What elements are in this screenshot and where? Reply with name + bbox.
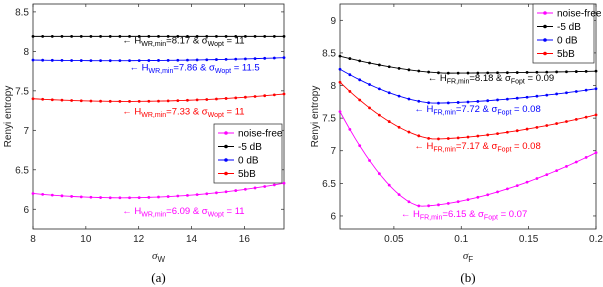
series-point	[41, 193, 44, 196]
series-point	[157, 100, 160, 103]
y-tick-label: 7	[23, 125, 29, 137]
series-point	[41, 59, 44, 62]
series-point	[138, 59, 141, 62]
series-point	[32, 59, 35, 62]
annotation-tail: = 0.09	[524, 73, 555, 85]
series-point	[109, 35, 112, 38]
series-point	[585, 70, 588, 73]
series-point	[516, 71, 519, 74]
series-point	[157, 35, 160, 38]
series-point	[427, 204, 430, 207]
series-point	[368, 83, 371, 86]
series-point	[80, 99, 83, 102]
series-point	[417, 134, 420, 137]
annotation-subscript: FR,min	[446, 78, 470, 86]
series-point	[476, 135, 479, 138]
series-point	[457, 136, 460, 139]
series-point	[61, 59, 64, 62]
series-point	[565, 70, 568, 73]
annotation-value: =7.86 & σ	[173, 62, 215, 74]
series-point	[486, 99, 489, 102]
annotation-subscript: WR,min	[141, 40, 167, 48]
min-annotation	[401, 209, 527, 222]
series-point	[215, 191, 218, 194]
y-axis-label: Renyi entropy	[310, 85, 321, 148]
series-point	[118, 35, 121, 38]
annotation-subscript: FR,min	[433, 109, 456, 117]
series-point	[476, 196, 479, 199]
series-point	[536, 126, 539, 129]
series-point	[447, 101, 450, 104]
series-point	[128, 196, 131, 199]
series-point	[467, 198, 470, 201]
series-point	[234, 58, 237, 61]
series-point	[585, 156, 588, 159]
series-point	[575, 118, 578, 121]
series-point	[516, 97, 519, 100]
series-point	[417, 205, 420, 208]
y-tick-label: 8	[330, 81, 336, 93]
annotation-tail: = 0.08	[511, 104, 541, 116]
series-point	[244, 188, 247, 191]
legend-marker	[543, 52, 547, 56]
min-annotation	[122, 35, 244, 48]
series-point	[147, 35, 150, 38]
series-point	[109, 59, 112, 62]
series-point	[575, 70, 578, 73]
series-point	[565, 165, 568, 168]
series-point	[417, 100, 420, 103]
series-point	[70, 35, 73, 38]
series-point	[90, 35, 93, 38]
series-point	[157, 59, 160, 62]
series-point	[378, 87, 381, 90]
x-axis-label-symbol: σ	[462, 250, 469, 262]
series-point	[516, 129, 519, 132]
series-point	[109, 100, 112, 103]
series-point	[585, 116, 588, 119]
series-point	[398, 67, 401, 70]
series-point	[457, 200, 460, 203]
series-point	[545, 173, 548, 176]
series-point	[215, 35, 218, 38]
series-point	[215, 98, 218, 101]
legend-label: 0 dB	[557, 35, 578, 47]
y-tick-label: 6.5	[322, 178, 336, 190]
legend-label: -5 dB	[238, 142, 262, 153]
y-tick-label: 7.5	[15, 86, 29, 98]
series-point	[254, 187, 257, 190]
panel-label: (a)	[151, 270, 166, 285]
x-tick-label: 0.2	[589, 234, 603, 245]
series-point	[526, 181, 529, 184]
series-point	[595, 70, 598, 73]
annotation-value: =7.33 & σ	[166, 106, 208, 118]
x-axis-label-subscript: W	[157, 255, 165, 264]
x-tick-label: 14	[185, 234, 198, 245]
y-tick-label: 6	[330, 211, 336, 223]
annotation-value: =7.17 & σ	[455, 141, 498, 152]
series-point	[273, 57, 276, 60]
y-tick-label: 8.5	[15, 7, 29, 19]
series-point	[186, 194, 189, 197]
panel-b	[310, 4, 603, 285]
series-point	[32, 35, 35, 38]
series-point	[80, 59, 83, 62]
legend-label: noise-free	[557, 8, 602, 20]
series-point	[147, 196, 150, 199]
series-point	[339, 110, 342, 113]
series-point	[244, 57, 247, 60]
series-point	[378, 64, 381, 67]
series-point	[408, 131, 411, 134]
legend-marker	[543, 25, 547, 29]
annotation-prefix: ← H	[122, 106, 142, 118]
series-point	[506, 98, 509, 101]
series-point	[526, 96, 529, 99]
series-point	[157, 196, 160, 199]
series-point	[176, 99, 179, 102]
series-point	[70, 99, 73, 102]
series-point	[575, 90, 578, 93]
x-axis-label-subscript: F	[468, 255, 474, 264]
annotation-subscript: Fopt	[483, 214, 498, 222]
legend-marker	[224, 145, 228, 149]
series-point	[506, 131, 509, 134]
series-point	[555, 169, 558, 172]
x-tick-label: 0.1	[454, 234, 469, 245]
series-point	[254, 35, 257, 38]
series-point	[263, 57, 266, 60]
annotation-subscript: Fopt	[510, 78, 525, 86]
panel-a	[3, 4, 285, 285]
series-point	[51, 35, 54, 38]
annotation-prefix: ← H	[427, 73, 447, 85]
series-point	[565, 91, 568, 94]
series-point	[51, 194, 54, 197]
annotation-subscript: Fopt	[497, 146, 512, 154]
series-point	[437, 102, 440, 105]
series-point	[254, 95, 257, 98]
series-point	[41, 35, 44, 38]
annotation-prefix: ← H	[122, 206, 142, 218]
series-point	[51, 98, 54, 101]
min-annotation	[122, 106, 244, 119]
series-point	[147, 59, 150, 62]
annotation-prefix: ← H	[414, 141, 434, 152]
annotation-value: =7.72 & σ	[455, 104, 498, 116]
series-point	[585, 89, 588, 92]
y-axis-label: Renyi entropy	[3, 85, 14, 148]
series-point	[339, 55, 342, 58]
legend-marker	[224, 172, 228, 176]
series-point	[167, 99, 170, 102]
series-point	[457, 72, 460, 75]
min-annotation	[129, 63, 259, 76]
series-point	[536, 177, 539, 180]
series-point	[283, 93, 286, 96]
series-point	[545, 124, 548, 127]
series-point	[496, 132, 499, 135]
series-point	[358, 99, 361, 102]
annotation-subscript: Wopt	[207, 111, 224, 119]
series-point	[32, 97, 35, 100]
series-point	[555, 122, 558, 125]
series-point	[147, 100, 150, 103]
annotation-prefix: ← H	[414, 104, 434, 116]
series-point	[545, 94, 548, 97]
series-point	[167, 195, 170, 198]
series-point	[186, 59, 189, 62]
series-point	[283, 56, 286, 59]
series-point	[225, 97, 228, 100]
series-point	[225, 190, 228, 193]
series-point	[595, 113, 598, 116]
min-annotation	[122, 206, 244, 219]
annotation-tail: = 0.08	[511, 141, 541, 152]
annotation-value: =8.18 & σ	[469, 73, 511, 85]
series-point	[32, 192, 35, 195]
series-point	[496, 191, 499, 194]
series-point	[378, 114, 381, 117]
series-point	[273, 183, 276, 186]
series-point	[263, 185, 266, 188]
series-point	[263, 94, 266, 97]
series-point	[388, 91, 391, 94]
series-point	[348, 57, 351, 60]
series-point	[90, 59, 93, 62]
x-axis-label-symbol: σ	[152, 250, 158, 262]
series-point	[283, 182, 286, 185]
series-point	[225, 58, 228, 61]
series-point	[51, 59, 54, 62]
series-point	[80, 195, 83, 198]
series-point	[215, 58, 218, 61]
y-tick-label: 6.5	[15, 165, 29, 177]
y-tick-label: 6	[23, 204, 29, 216]
annotation-subscript: Wopt	[207, 40, 224, 48]
series-point	[99, 196, 102, 199]
annotation-tail: = 11	[223, 106, 245, 118]
series-point	[516, 184, 519, 187]
legend-label: 5bB	[557, 49, 575, 60]
series-point	[358, 144, 361, 147]
series-point	[176, 195, 179, 198]
series-point	[61, 35, 64, 38]
series-point	[358, 59, 361, 62]
annotation-prefix: ← H	[129, 62, 149, 74]
series-point	[273, 35, 276, 38]
series-point	[486, 134, 489, 137]
series-point	[368, 159, 371, 162]
min-annotation	[414, 141, 540, 154]
series-point	[378, 172, 381, 175]
legend-marker	[543, 11, 547, 15]
x-tick-label: 16	[238, 234, 250, 245]
series-point	[118, 59, 121, 62]
series-point	[109, 196, 112, 199]
annotation-prefix: ← H	[400, 209, 420, 221]
legend-label: 5bB	[238, 169, 256, 180]
series-point	[118, 196, 121, 199]
series-point	[61, 99, 64, 102]
min-annotation	[428, 73, 554, 86]
series-point	[70, 195, 73, 198]
series-point	[205, 98, 208, 101]
series-point	[339, 68, 342, 71]
series-point	[427, 137, 430, 140]
annotation-prefix: ← H	[122, 35, 142, 47]
series-point	[80, 35, 83, 38]
series-point	[555, 71, 558, 74]
y-tick-label: 8.5	[322, 48, 336, 60]
series-point	[506, 187, 509, 190]
series-point	[408, 68, 411, 71]
series-point	[138, 100, 141, 103]
series-point	[467, 136, 470, 139]
legend-marker	[224, 158, 228, 162]
series-point	[388, 65, 391, 68]
series-point	[99, 35, 102, 38]
x-tick-label: 0.15	[518, 234, 539, 245]
y-tick-label: 7	[330, 146, 336, 158]
series-point	[447, 72, 450, 75]
legend-label: -5 dB	[557, 22, 581, 33]
series-point	[99, 100, 102, 103]
series-point	[186, 99, 189, 102]
series-point	[447, 202, 450, 205]
legend-label: noise-free	[238, 128, 283, 140]
y-tick-label: 9	[330, 15, 336, 27]
legend-marker	[543, 38, 547, 42]
series-point	[388, 184, 391, 187]
series-point	[339, 81, 342, 84]
series-point	[128, 100, 131, 103]
series-point	[90, 100, 93, 103]
series-point	[128, 59, 131, 62]
x-tick-label: 8	[30, 234, 36, 245]
series-point	[595, 151, 598, 154]
series-point	[595, 87, 598, 90]
annotation-subscript: Fopt	[497, 109, 512, 117]
annotation-subscript: Wopt	[207, 211, 224, 219]
legend-marker	[224, 131, 228, 135]
series-point	[486, 193, 489, 196]
series-point	[196, 59, 199, 62]
series-point	[234, 189, 237, 192]
series-point	[205, 58, 208, 61]
series-point	[90, 196, 93, 199]
annotation-subscript: FR,min	[433, 146, 456, 154]
series-point	[263, 35, 266, 38]
series-point	[348, 128, 351, 131]
series-point	[273, 93, 276, 96]
series-point	[388, 120, 391, 123]
series-point	[196, 193, 199, 196]
series-point	[138, 196, 141, 199]
x-tick-label: 12	[133, 234, 145, 245]
series-point	[408, 98, 411, 101]
series-point	[408, 200, 411, 203]
annotation-value: =6.15 & σ	[442, 209, 484, 221]
series-point	[70, 59, 73, 62]
series-point	[476, 100, 479, 103]
series-point	[575, 161, 578, 164]
series-point	[254, 57, 257, 60]
series-point	[348, 73, 351, 76]
series-point	[41, 98, 44, 101]
annotation-subscript: WR,min	[148, 68, 174, 76]
series-point	[244, 96, 247, 99]
series-point	[565, 120, 568, 123]
series-point	[398, 95, 401, 98]
legend-label: 0 dB	[238, 155, 259, 167]
y-tick-label: 7.5	[322, 113, 336, 125]
min-annotation	[414, 104, 540, 117]
series-point	[99, 59, 102, 62]
annotation-tail: = 11	[223, 35, 245, 47]
panel-label: (b)	[460, 270, 476, 285]
series-point	[196, 99, 199, 102]
series-point	[118, 100, 121, 103]
series-point	[205, 192, 208, 195]
series-point	[417, 70, 420, 73]
series-point	[61, 194, 64, 197]
annotation-subscript: Wopt	[214, 68, 232, 76]
series-point	[526, 128, 529, 131]
series-point	[437, 138, 440, 141]
annotation-value: =6.09 & σ	[166, 206, 208, 218]
annotation-subscript: WR,min	[141, 211, 167, 219]
series-point	[447, 137, 450, 140]
x-tick-label: 10	[80, 234, 92, 245]
annotation-subscript: FR,min	[419, 214, 443, 222]
x-tick-label: 0.05	[384, 234, 404, 245]
series-point	[398, 126, 401, 129]
annotation-value: =8.17 & σ	[166, 35, 208, 47]
series-point	[358, 78, 361, 81]
series-point	[348, 90, 351, 93]
series-point	[536, 95, 539, 98]
series-point	[467, 101, 470, 104]
series-point	[496, 99, 499, 102]
series-point	[167, 59, 170, 62]
x-axis-label	[463, 250, 473, 264]
y-tick-label: 8	[23, 46, 29, 58]
annotation-subscript: WR,min	[141, 111, 167, 119]
series-point	[368, 62, 371, 65]
series-point	[555, 93, 558, 96]
annotation-tail: = 0.07	[497, 209, 528, 221]
series-point	[398, 193, 401, 196]
series-point	[234, 96, 237, 99]
series-point	[368, 106, 371, 109]
series-point	[283, 35, 286, 38]
annotation-tail: = 11	[223, 206, 245, 218]
series-point	[176, 59, 179, 62]
x-axis-label	[152, 250, 165, 264]
series-point	[437, 203, 440, 206]
annotation-tail: = 11.5	[231, 62, 260, 74]
